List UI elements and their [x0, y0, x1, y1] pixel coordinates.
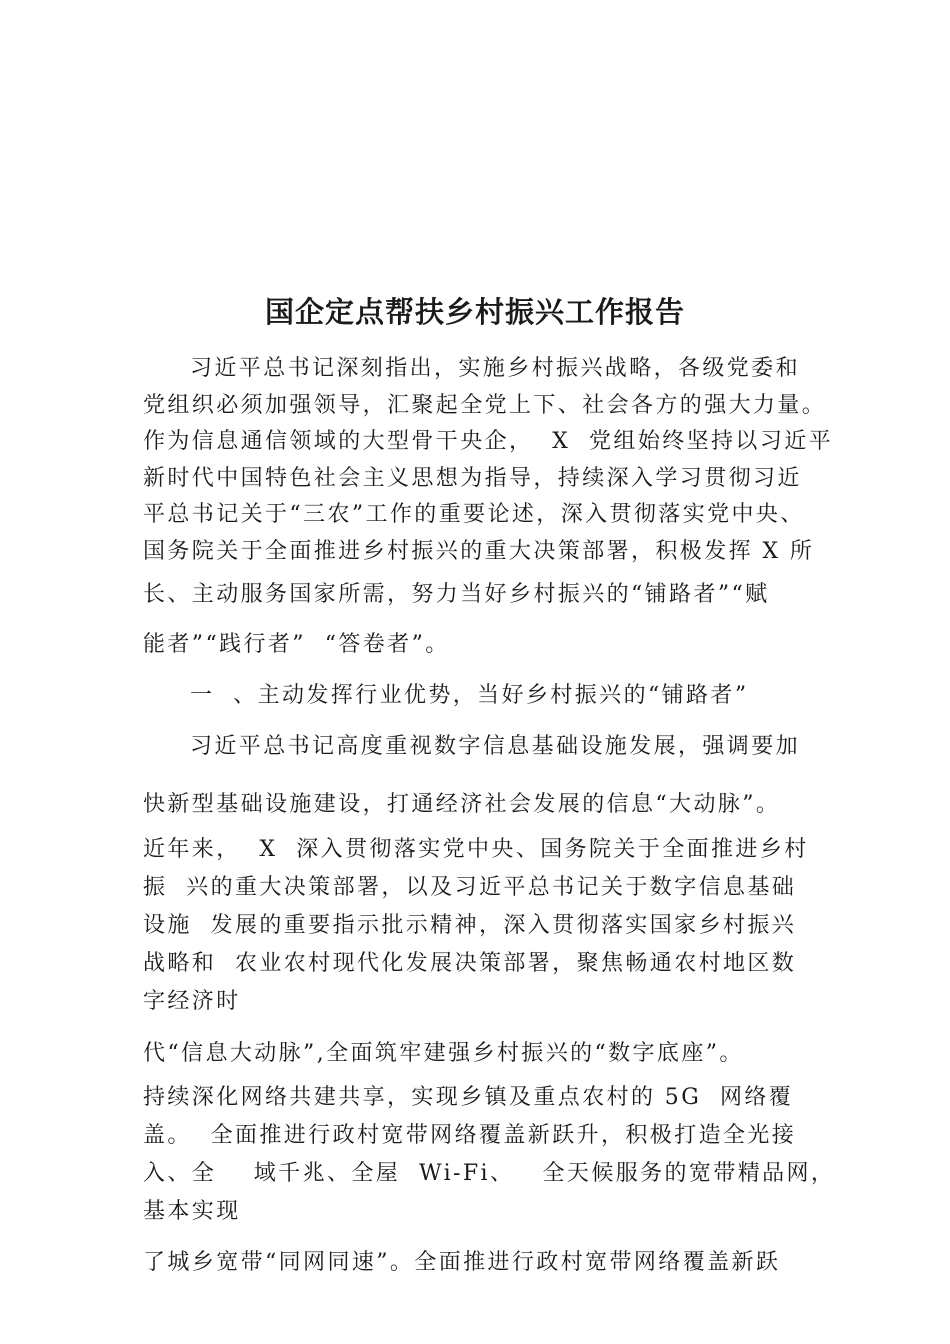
body-line-10: 快新型基础设施建设，打通经济社会发展的信息“大动脉”。: [143, 792, 781, 817]
body-line-7: 长、主动服务国家所需，努力当好乡村振兴的“铺路者”“赋: [143, 582, 770, 607]
body-line-4: 新时代中国特色社会主义思想为指导，持续深入学习贯彻习近: [143, 466, 802, 491]
body-line-18: 盖。 全面推进行政村宽带网络覆盖新跃升，积极打造全光接: [143, 1123, 797, 1148]
body-line-17: 持续深化网络共建共享，实现乡镇及重点农村的 5G 网络覆: [143, 1085, 794, 1110]
body-line-11: 近年来， X 深入贯彻落实党中央、国务院关于全面推进乡村: [143, 837, 809, 862]
body-line-6: 国务院关于全面推进乡村振兴的重大决策部署，积极发挥 X 所: [143, 539, 815, 564]
body-line-3: 作为信息通信领域的大型骨干央企， X 党组始终坚持以习近平: [143, 429, 834, 454]
body-line-2: 党组织必须加强领导，汇聚起全党上下、社会各方的强大力量。: [143, 393, 827, 418]
document-title: 国企定点帮扶乡村振兴工作报告: [264, 295, 685, 329]
body-line-5: 平总书记关于“三农”工作的重要论述，深入贯彻落实党中央、: [143, 502, 805, 527]
body-line-8: 能者”“践行者” “答卷者”。: [143, 632, 450, 657]
body-line-9: 习近平总书记高度重视数字信息基础设施发展，强调要加: [190, 734, 801, 759]
body-line-13: 设施 发展的重要指示批示精神，深入贯彻落实国家乡村振兴: [143, 913, 797, 938]
body-line-12: 振 兴的重大决策部署，以及习近平总书记关于数字信息基础: [143, 875, 797, 900]
body-line-14: 战略和 农业农村现代化发展决策部署，聚焦畅通农村地区数: [143, 951, 797, 976]
body-line-1: 习近平总书记深刻指出，实施乡村振兴战略，各级党委和: [190, 356, 801, 381]
body-line-15: 字经济时: [143, 989, 241, 1014]
body-line-20: 基本实现: [143, 1199, 241, 1224]
section-heading-1: 一 、主动发挥行业优势，当好乡村振兴的“铺路者”: [190, 683, 749, 708]
body-line-16: 代“信息大动脉”,全面筑牢建强乡村振兴的“数字底座”。: [143, 1041, 744, 1066]
body-line-21: 了城乡宽带“同网同速”。全面推进行政村宽带网络覆盖新跃: [143, 1250, 781, 1275]
body-line-19: 入、全 域千兆、全屋 Wi-Fi、 全天候服务的宽带精品网，: [143, 1161, 836, 1186]
